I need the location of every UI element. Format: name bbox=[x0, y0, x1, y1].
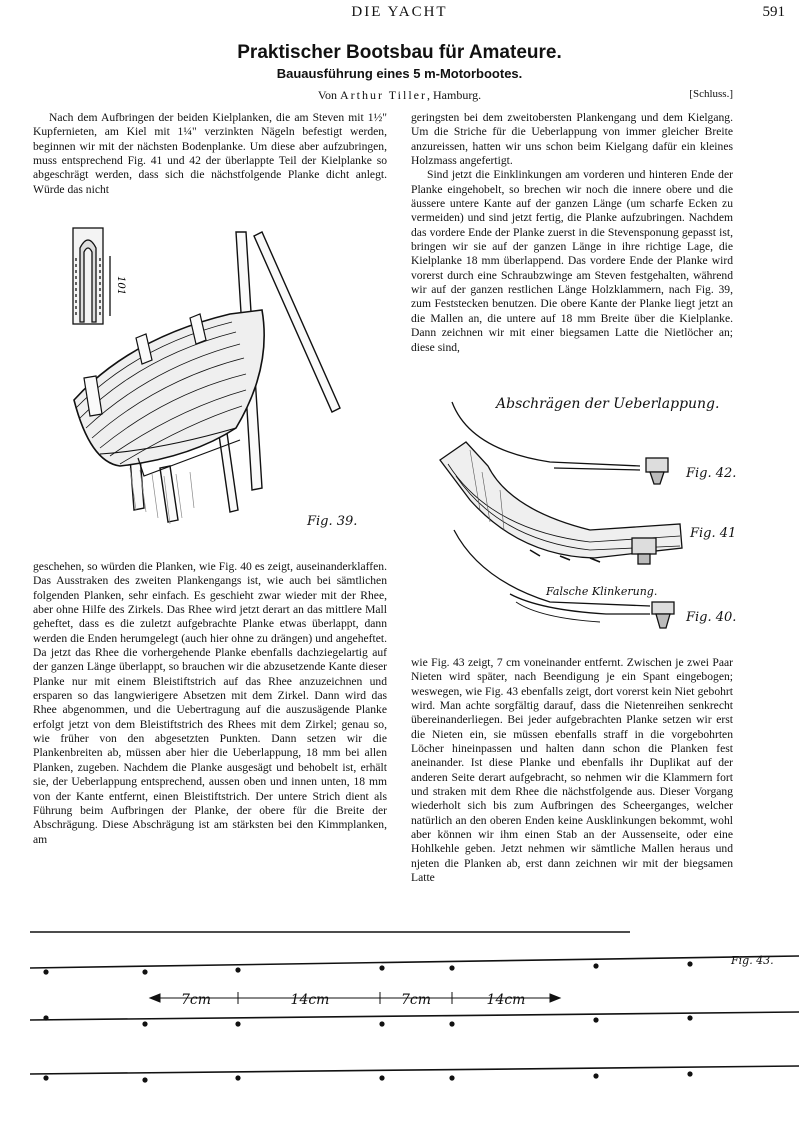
author-line bbox=[0, 88, 799, 103]
page-number: 591 bbox=[762, 4, 785, 20]
fig-42-label: Fig. 42. bbox=[686, 466, 737, 481]
running-title: DIE YACHT bbox=[351, 4, 448, 20]
figure-39-boat-hull-illustration bbox=[40, 218, 380, 548]
wood-clamp-drawing bbox=[73, 228, 110, 324]
fig-39-label: Fig. 39. bbox=[307, 514, 358, 529]
right-column-paragraph-2: Sind jetzt die Einklinkungen am vorderen und hinteren Ende der Planke eingehobelt, so brechen wir noch die innere obere und die äussere untere Kante auf der ganzen Länge (um scharfe Ecken zu vermeiden) und sind jetzt fertig, die Planke aufzubringen. Nachdem das vordere Ende der Planke zuerst in die Stevensponung gepasst ist, bringen wir sie auf der ganzen Länge in ihre richtige Lage, die Kielplanke 18 mm überlappend. Das vordere Ende der Planke wird vorerst durch eine Schraubzwinge am Steven festgehalten, während wir auf der ganzen restlichen Länge Holzklammern, nach Fig. 39, zum Feststecken benutzen. Die obere Kante der Planke liegt jetzt an die Mallen an, die untere auf 18 mm Breite über die Kielplanke. Dann zeichnen wir mit einer biegsamen Latte die Nietlöcher an; diese sind, bbox=[411, 168, 733, 354]
article-subtitle: Bauausführung eines 5 m-Motorbootes. bbox=[276, 66, 523, 81]
boat-hull-drawing bbox=[74, 310, 264, 476]
fig-43-dim-3: 7cm bbox=[400, 992, 432, 1008]
fig-43-dim-4: 14cm bbox=[486, 992, 526, 1008]
fig-43-dim-2: 14cm bbox=[290, 992, 330, 1008]
left-column-bottom-paragraph: geschehen, so würden die Planken, wie Fig. 40 es zeigt, auseinanderklaffen. Das Ausstraken des zweiten Plankengangs ist, wie auch bei sämtlichen folgenden Planken, sehr einfach. Es geschieht zwar wieder mit der Rhee, aber ohne Hilfe des Zirkels. Das Rhee wird jetzt derart an das mittlere Mall geheftet, dass es die zuletzt aufgebrachte Planke etwas überlappt, dann werden die Enden herumgelegt (auch hier ohne zu drängen) und angeheftet. Da jetzt das Rhee die vorhergehende Planke ebenfalls dachziegelartig auf der ganzen Länge überlappt, so brauchen wir die abzusetzende Kante dieser Planke nur mit einem Bleistiftstrich auf das Rhee anzuzeichnen und ersparen so das langwierigere Absetzen mit dem Zirkel. Dann wird das Rhee abgenommen, und die Uebertragung auf die auszusägende Planke erfolgt jetzt von dem Bleistiftstrich des Rhees mit dem Zirkel; genau so, wie früher von den abgesetzten Punkten. Dann setzen wir die Plankenbreiten ab, müssen aber hier die Ueberlappung, 18 mm bei allen Planken, zugeben. Nachdem die Planke ausgesägt und behobelt ist, erhält sie, der Ueberlappung entsprechend, aussen oben und innen unten, 18 mm von der Kante entfernt, einen Bleistiftstrich. Der untere Strich dient als Führung beim Aufbringen der Planke, der obere für die Breite der Abschrägung. Diese Abschrägung ist am stärksten bei den Kimmplanken, am bbox=[33, 560, 387, 846]
author-prefix: Von bbox=[317, 88, 337, 102]
author-name: Arthur Tiller bbox=[340, 88, 428, 102]
fig-43-dim-1: 7cm bbox=[180, 992, 212, 1008]
continuation-note: [Schluss.] bbox=[689, 88, 733, 100]
fig-40-caption: Falsche Klinkerung. bbox=[546, 585, 658, 598]
article-title: Praktischer Bootsbau für Amateure. bbox=[237, 42, 562, 63]
right-column-paragraph-1: geringsten bei dem zweitobersten Plankengang und dem Kielgang. Um die Striche für die Ueberlappung von immer gleicher Breite anzureissen, hatten wir uns schon beim Kielgang dafür ein kleines Holzmass angefertigt. bbox=[411, 111, 733, 168]
figure-43-rivet-spacing bbox=[0, 920, 799, 1120]
right-column-top bbox=[411, 111, 733, 355]
clamp-dimension-label: 101 bbox=[115, 276, 126, 296]
fig-right-caption: Abschrägen der Ueberlappung. bbox=[496, 396, 720, 412]
fig-40-label: Fig. 40. bbox=[686, 610, 737, 625]
right-column-bottom-paragraph: wie Fig. 43 zeigt, 7 cm voneinander entfernt. Zwischen je zwei Paar Nieten wird später, nach Beendigung je ein Spant eingebogen; weswegen, wie Fig. 43 ebenfalls zeigt, dort vorerst kein Niet gebohrt wird. Man achte sorgfältig darauf, dass die Nietenreihen senkrecht übereinanderliegen. Bei jeder aufgebrachten Planke setzen wir erst die Nieten ein, sie müssen ebenfalls straff in die vorgebohrten Löcher hineinpassen und halten dann schon die Planken fest aneinander. Ist diese Planke und ebenfalls ihr Duplikat auf der anderen Seite derart aufgebracht, so nehmen wir die Klammern fort und straken mit dem Rhee die nächstfolgende aus. Dieser Vorgang wiederholt sich bis zum Aufbringen des Scheerganges, welcher natürlich an den oberen Enden keine Ausklinkungen bekommt, wohl aber können wir ihm einen Stab an der Aussenseite, oder eine Hohlkehle geben. Jetzt nehmen wir sämtliche Mallen heraus und njeten die Planken ab, erst dann zeichnen wir mit der biegsamen Latte bbox=[411, 656, 733, 885]
fig-43-label: Fig. 43. bbox=[731, 954, 774, 967]
left-column-top-paragraph: Nach dem Aufbringen der beiden Kielplanken, die am Steven mit 1½" Kupfernieten, am Kiel mit 1¼" verzinkten Nägeln befestigt werden, beginnen wir mit der nächsten Bodenplanke. Um diese aber aufzubringen, muss entsprechend Fig. 41 und 42 der überlappte Teil der Kielplanke so abgeschrägt werden, dass sich die nächstfolgende Planke dicht anlegt. Würde das nicht bbox=[33, 111, 387, 196]
fig-41-label: Fig. 41 bbox=[690, 526, 737, 541]
author-suffix: , Hamburg. bbox=[427, 88, 482, 102]
figures-40-42-planking-illustration bbox=[430, 380, 730, 650]
